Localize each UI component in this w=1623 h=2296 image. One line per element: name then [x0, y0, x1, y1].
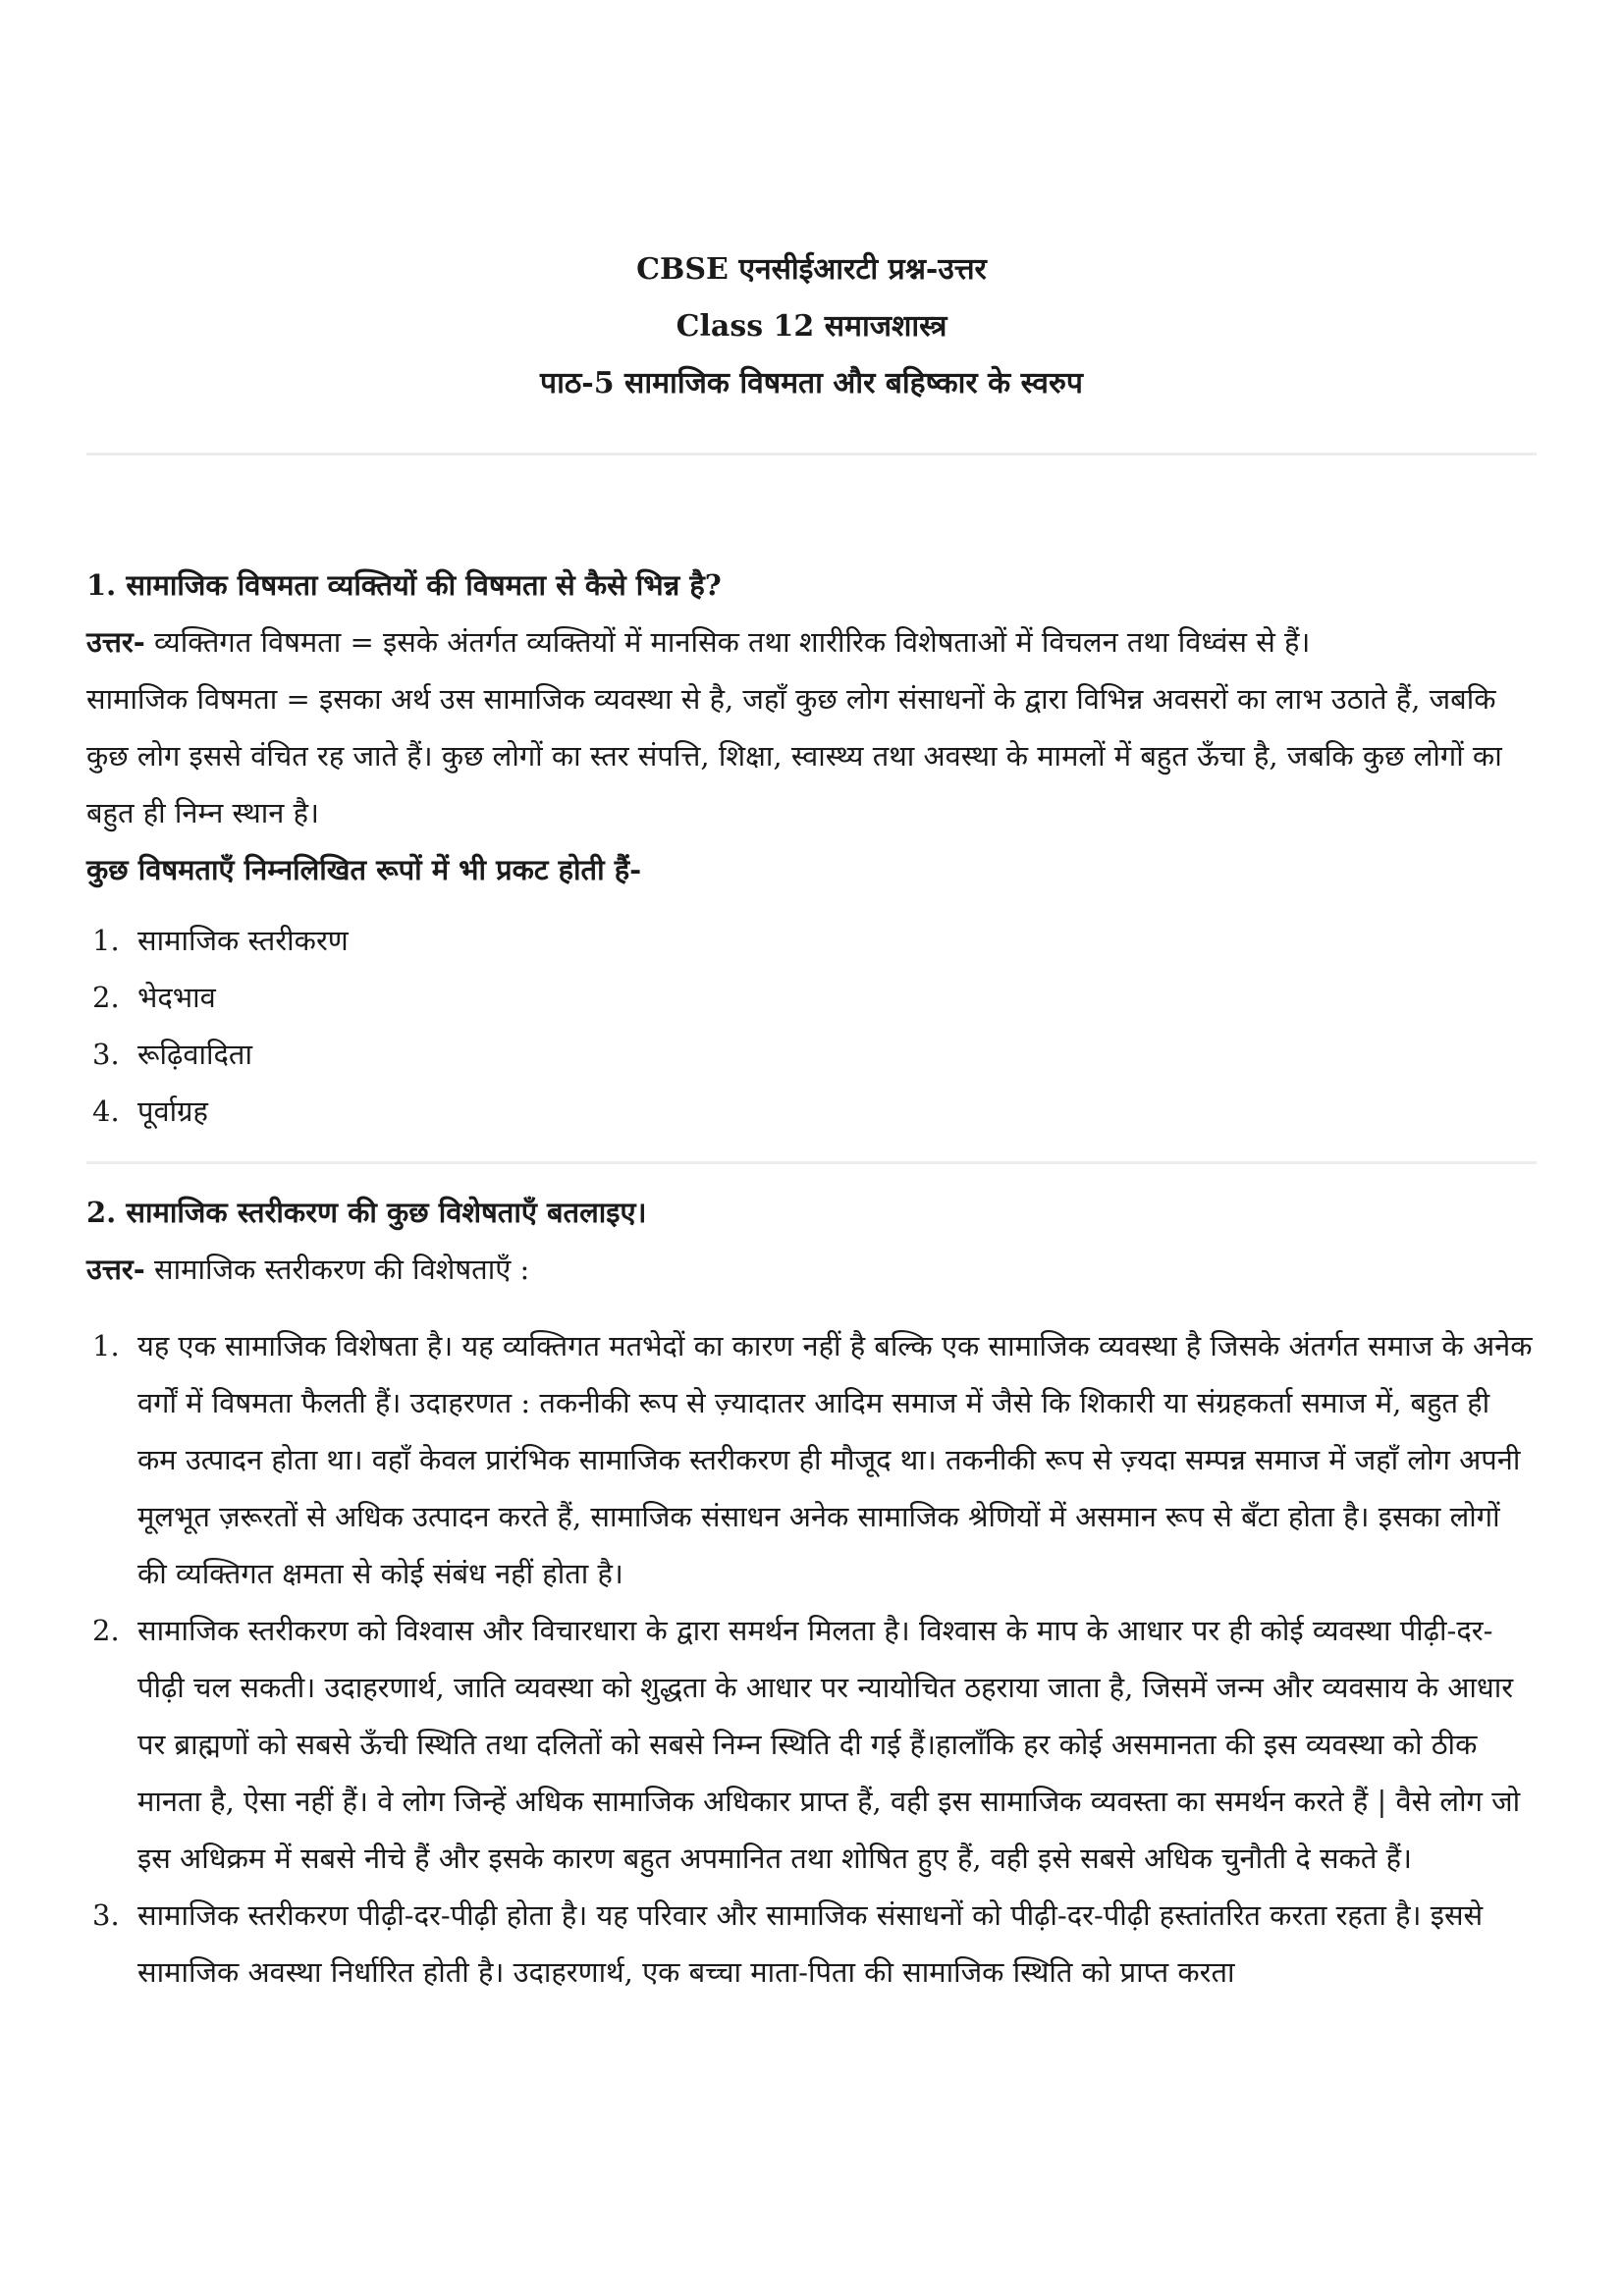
list-number: 1. — [92, 924, 120, 957]
question-1-heading: 1. सामाजिक विषमता व्यक्तियों की विषमता से कैसे भिन्न है? — [86, 568, 722, 602]
question-1-section — [86, 557, 1537, 1140]
list-item — [86, 912, 1537, 969]
list-text: सामाजिक स्तरीकरण — [137, 924, 349, 957]
answer-label: उत्तर- — [86, 1253, 145, 1286]
list-text: सामाजिक स्तरीकरण पीढ़ी-दर-पीढ़ी होता है। यह परिवार और सामाजिक संसाधनों को पीढ़ी-दर-पीढ़ी हस्तांतरित करता रहता है। इससे सामाजिक अवस्था निर्धारित होती है। उदाहरणार्थ, एक बच्चा माता-पिता की सामाजिक स्थिति को प्राप्त करता — [137, 1898, 1484, 1989]
list-text: रूढ़िवादिता — [137, 1038, 252, 1071]
header-line-1: CBSE एनसीईआरटी प्रश्न-उत्तर — [636, 252, 987, 287]
question-1-answer-paragraph: सामाजिक विषमता = इसका अर्थ उस सामाजिक व्यवस्था से है, जहाँ कुछ लोग संसाधनों के द्वारा विभिन्न अवसरों का लाभ उठाते हैं, जबकि कुछ लोग इससे वंचित रह जाते हैं। कुछ लोगों का स्तर संपत्ति, शिक्षा, स्वास्थ्य तथा अवस्था के मामलों में बहुत ऊँचा है, जबकि कुछ लोगों का बहुत ही निम्न स्थान है। — [86, 682, 1502, 829]
list-number: 4. — [92, 1095, 120, 1128]
list-number: 3. — [92, 1038, 120, 1071]
question-2-section — [86, 1184, 1537, 2001]
list-item — [86, 1602, 1537, 1887]
list-item — [86, 1887, 1537, 2001]
question-2-answer-intro — [86, 1241, 1537, 1298]
question-2-heading: 2. सामाजिक स्तरीकरण की कुछ विशेषताएँ बतलाइए। — [86, 1196, 647, 1229]
divider — [86, 453, 1537, 455]
list-number: 1. — [92, 1329, 120, 1362]
header-line-2: Class 12 समाजशास्त्र — [676, 309, 947, 344]
list-number: 2. — [92, 1614, 120, 1647]
list-text: पूर्वाग्रह — [137, 1095, 208, 1128]
list-number: 3. — [92, 1898, 120, 1932]
question-1-list — [86, 912, 1537, 1140]
question-2-list — [86, 1317, 1537, 2001]
list-item — [86, 969, 1537, 1026]
list-item — [86, 1026, 1537, 1083]
answer-text: व्यक्तिगत विषमता = इसके अंतर्गत व्यक्तियों में मानसिक तथा शारीरिक विशेषताओं में विचलन तथा विध्वंस से हैं। — [144, 625, 1311, 659]
question-1-subheading: कुछ विषमताएँ निम्नलिखित रूपों में भी प्रकट होती हैं- — [86, 853, 642, 886]
list-number: 2. — [92, 981, 120, 1014]
answer-label: उत्तर- — [86, 625, 145, 659]
answer-text: सामाजिक स्तरीकरण की विशेषताएँ : — [144, 1253, 530, 1286]
document-header — [86, 0, 1537, 412]
list-item — [86, 1317, 1537, 1602]
list-text: यह एक सामाजिक विशेषता है। यह व्यक्तिगत मतभेदों का कारण नहीं है बल्कि एक सामाजिक व्यवस्था है जिसके अंतर्गत समाज के अनेक वर्गों में विषमता फैलती हैं। उदाहरणत : तकनीकी रूप से ज़्यादातर आदिम समाज में जैसे कि शिकारी या संग्रहकर्ता समाज में, बहुत ही कम उत्पादन होता था। वहाँ केवल प्रारंभिक सामाजिक स्तरीकरण ही मौजूद था। तकनीकी रूप से ज़्यदा सम्पन्न समाज में जहाँ लोग अपनी मूलभूत ज़रूरतों से अधिक उत्पादन करते हैं, सामाजिक संसाधन अनेक सामाजिक श्रेणियों में असमान रूप से बँटा होता है। इसका लोगों की व्यक्तिगत क्षमता से कोई संबंध नहीं होता है। — [137, 1329, 1533, 1590]
list-item — [86, 1083, 1537, 1140]
header-line-3: पाठ-5 सामाजिक विषमता और बहिष्कार के स्वरुप — [540, 366, 1083, 400]
list-text: सामाजिक स्तरीकरण को विश्वास और विचारधारा के द्वारा समर्थन मिलता है। विश्वास के माप के आधार पर ही कोई व्यवस्था पीढ़ी-दर-पीढ़ी चल सकती। उदाहरणार्थ, जाति व्यवस्था को शुद्धता के आधार पर न्यायोचित ठहराया जाता है, जिसमें जन्म और व्यवसाय के आधार पर ब्राह्मणों को सबसे ऊँची स्थिति तथा दलितों को सबसे निम्न स्थिति दी गई हैं।हालाँकि हर कोई असमानता की इस व्यवस्था को ठीक मानता है, ऐसा नहीं हैं। वे लोग जिन्हें अधिक सामाजिक अधिकार प्राप्त हैं, वही इस सामाजिक व्यवस्ता का समर्थन करते हैं | वैसे लोग जो इस अधिक्रम में सबसे नीचे हैं और इसके कारण बहुत अपमानित तथा शोषित हुए हैं, वही इसे सबसे अधिक चुनौती दे सकते हैं। — [137, 1614, 1521, 1875]
list-text: भेदभाव — [137, 981, 216, 1014]
question-1-answer-line — [86, 614, 1537, 670]
divider — [86, 1161, 1537, 1164]
